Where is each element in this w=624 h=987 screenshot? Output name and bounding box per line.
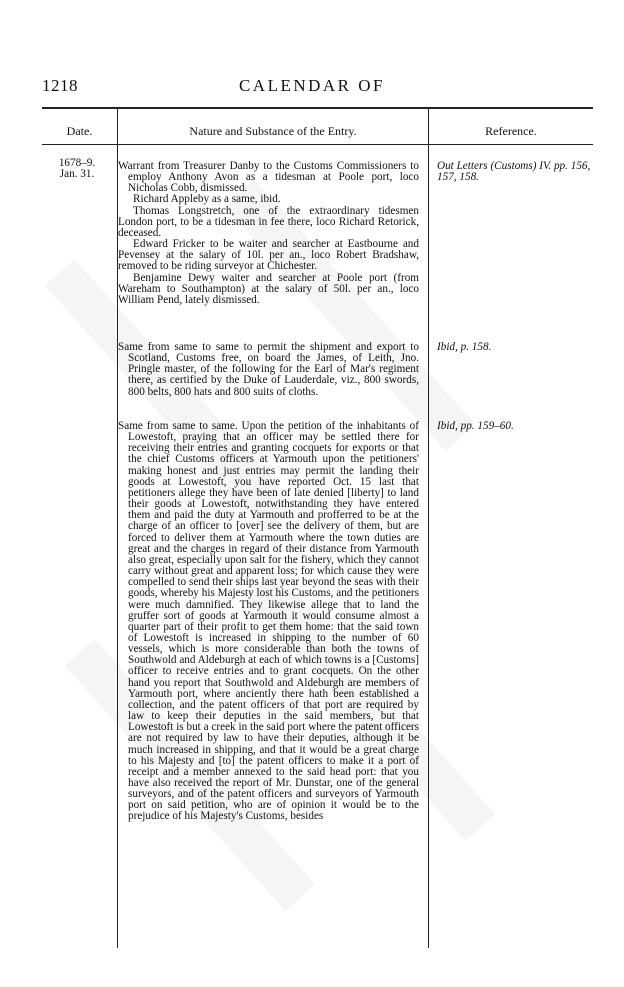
date-day: Jan. 31. [59, 168, 95, 181]
column-divider [428, 108, 429, 948]
entry-1 [118, 161, 419, 306]
entry-3-reference: Ibid, pp. 159–60. [437, 420, 514, 432]
column-header-date: Date. [66, 124, 93, 138]
header-bottom-rule [42, 144, 593, 145]
column-header-nature: Nature and Substance of the Entry. [189, 124, 357, 138]
entry-1-item: Benjamine Dewy waiter and searcher at Poole port (from Wareham to Southampton) at the salary of 50l. per an., loco William Pend, lately dismissed. [118, 271, 419, 306]
column-header-reference: Reference. [485, 124, 537, 138]
entry-2-reference: Ibid, p. 158. [437, 341, 492, 353]
date-year: 1678–9. [58, 157, 96, 169]
running-title: CALENDAR OF [238, 76, 386, 95]
entry-1-item: Edward Fricker to be waiter and searcher at Eastbourne and Pevensey at the salary of 10l. per an., loco Robert Bradshaw, removed to be riding surveyor at Chichester. [118, 238, 419, 273]
page-number: 1218 [42, 76, 78, 95]
entry-1-item: Richard Appleby as a same, ibid. [133, 193, 281, 206]
date-cell [42, 158, 112, 180]
entry-3 [118, 421, 419, 823]
entry-1-warrant: Warrant from Treasurer Danby to the Customs Commissioners to employ Anthony Avon as a tidesman at Poole port, loco Nicholas Cobb, dismissed. [118, 160, 419, 195]
entry-2-text: Same from same to same to permit the shipment and export to Scotland, Customs free, on board the James, of Leith, Jno. Pringle master, of the following for the Earl of Mar's regiment there, as certified by the Duke of Lauderdale, viz., 800 swords, 800 belts, 800 hats and 800 suits of cloths. [118, 341, 419, 398]
entry-2 [118, 342, 419, 398]
table-top-rule [42, 107, 593, 109]
entry-1-item: Thomas Longstretch, one of the extraordinary tidesmen London port, to be a tidesman in fee there, loco Richard Retorick, deceased. [118, 204, 419, 239]
entry-3-text: Same from same to same. Upon the petition of the inhabitants of Lowestoft, praying that an officer may be settled there for receiving their entries and granting cocquets for exports or that the chief Customs officers at Yarmouth upon the petitioners' making honest and just entries may permit the landing their goods at Lowestoft, you have reported Oct. 15 last that petitioners allege they have been of late denied [liberty] to land their goods at Lowestoft, notwithstanding they have entered them and paid the duty at Yarmouth and profferred to be at the charge of an officer to [over] see the delivery of them, but are forced to deliver them at Yarmouth where the town duties are great and the charges in regard of their distance from Yarmouth also great, especially upon salt for the fishery, which they cannot carry without great and apparent loss; for which cause they were compelled to send their ships last year beyond the seas with their goods, whereby his Majesty lost his Customs, and the petitioners were much damnified. They likewise allege that to land the gruffer sort of goods at Yarmouth it would consume almost a quarter part of their profit to get them home: that the said town of Lowestoft is increased in shipping to the number of 60 vessels, which is more considerable than both the towns of Southwold and Aldeburgh at each of which towns is a [Customs] officer to receive entries and to grant cocquets. On the other hand you report that Southwold and Aldeburgh are members of Yarmouth port, where anciently there hath been established a collection, and the patent officers of that port are required by law to keep their deputies in the said members, but that Lowestoft is but a creek in the said port where the patent officers are not required by law to have their deputies, although it be much increased in shipping, and that it would be a great charge to his Majesty and [to] the patent officers to make it a port of receipt and a member annexed to the said head port: that you have also received the report of Mr. Dunstar, one of the general surveyors, and of the patent officers and surveyors of Yarmouth port on said petition, who are of opinion it would be to the prejudice of his Majesty's Customs, besides [118, 420, 419, 823]
entry-1-reference: Out Letters (Customs) IV. pp. 156, 157, 158. [437, 160, 591, 184]
